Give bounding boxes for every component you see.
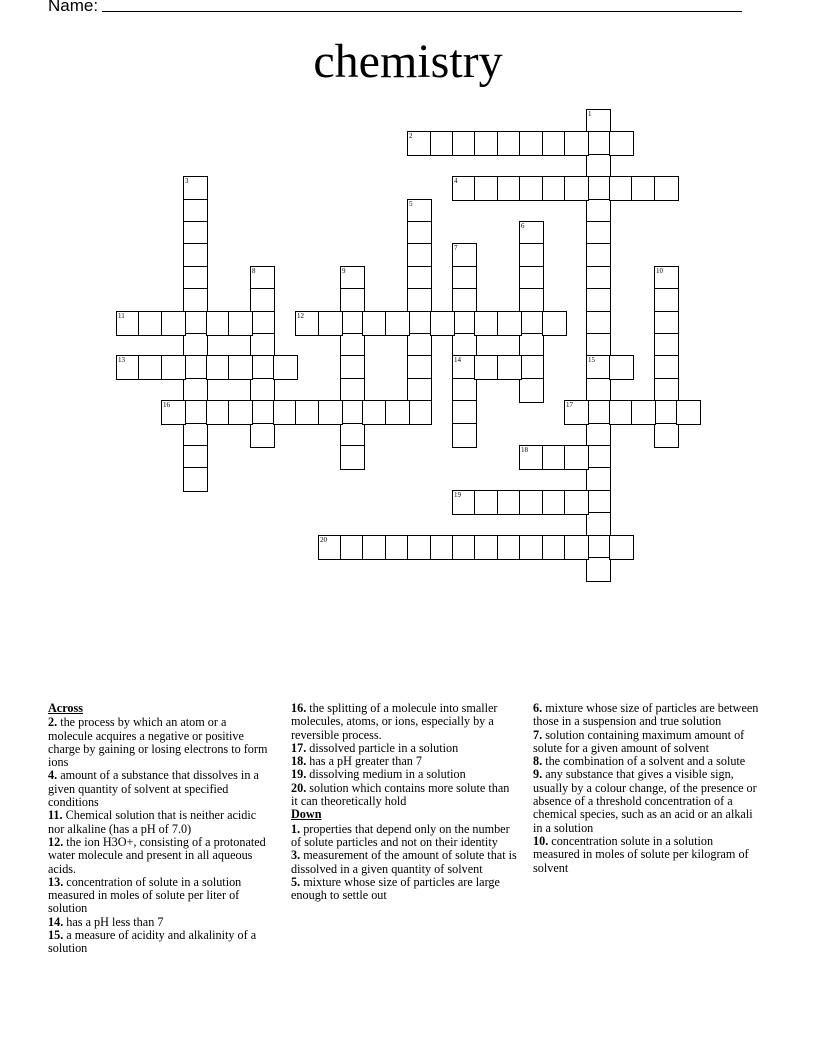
clue-item xyxy=(48,876,274,916)
crossword-cell[interactable] xyxy=(407,243,432,268)
name-label: Name: xyxy=(48,0,99,15)
crossword-cell[interactable] xyxy=(654,176,679,201)
crossword-cell[interactable] xyxy=(183,176,208,201)
crossword-cell[interactable] xyxy=(362,535,387,560)
crossword-cell[interactable] xyxy=(228,311,253,336)
crossword-cell[interactable] xyxy=(407,535,432,560)
cell-number: 18 xyxy=(521,446,528,454)
cell-number: 20 xyxy=(320,536,327,544)
clue-item xyxy=(291,823,517,850)
clue-text: mixture whose size of particles are between those in a suspension and true solution xyxy=(533,701,759,729)
crossword-cell[interactable] xyxy=(586,467,611,492)
crossword-cell[interactable] xyxy=(519,490,544,515)
cell-number: 7 xyxy=(454,244,458,252)
crossword-cell[interactable] xyxy=(474,311,499,336)
crossword-cell[interactable] xyxy=(385,311,410,336)
crossword-cell[interactable] xyxy=(407,400,432,425)
clue-item xyxy=(291,849,517,876)
clue-number: 2. xyxy=(48,715,58,730)
crossword-cell[interactable] xyxy=(654,423,679,448)
crossword-cell[interactable] xyxy=(519,288,544,313)
crossword-cell[interactable] xyxy=(586,176,611,201)
clue-text: the combination of a solvent and a solute xyxy=(542,754,746,769)
clue-item xyxy=(533,768,759,834)
clue-number: 5. xyxy=(291,874,301,889)
crossword-cell[interactable] xyxy=(362,311,387,336)
clue-item xyxy=(533,729,759,756)
crossword-cell[interactable] xyxy=(564,445,589,470)
crossword-cell[interactable] xyxy=(586,355,611,380)
clue-number: 12. xyxy=(48,834,64,849)
crossword-cell[interactable] xyxy=(318,311,343,336)
clue-number: 14. xyxy=(48,914,64,929)
cell-number: 8 xyxy=(252,267,256,275)
clue-text: the ion H3O+, consisting of a protonated water molecule and present in all aqueous acids. xyxy=(48,834,266,876)
crossword-cell[interactable] xyxy=(631,400,656,425)
crossword-cell[interactable] xyxy=(474,131,499,156)
clue-item xyxy=(48,836,274,876)
cell-number: 5 xyxy=(409,200,413,208)
clue-text: the splitting of a molecule into smaller molecules, atoms, or ions, especially by a reversible process. xyxy=(291,701,498,742)
cell-number: 4 xyxy=(454,177,458,185)
clue-text: solution containing maximum amount of solute for a given amount of solvent xyxy=(533,727,745,755)
crossword-cell[interactable] xyxy=(250,355,275,380)
crossword-cell[interactable] xyxy=(519,355,544,380)
clue-number: 19. xyxy=(291,767,307,782)
clue-text: mixture whose size of particles are large enough to settle out xyxy=(291,874,500,903)
clue-text: amount of a substance that dissolves in a given quantity of solvent at specified conditions xyxy=(48,768,259,810)
clues-column-3 xyxy=(533,702,759,875)
crossword-cell[interactable] xyxy=(452,400,477,425)
crossword-cell[interactable] xyxy=(474,535,499,560)
clue-item xyxy=(291,702,517,742)
crossword-cell[interactable] xyxy=(542,311,567,336)
down-heading: Down xyxy=(291,807,322,822)
clue-item xyxy=(291,782,517,809)
crossword-cell[interactable] xyxy=(564,535,589,560)
crossword-cell[interactable] xyxy=(340,288,365,313)
crossword-cell[interactable] xyxy=(474,490,499,515)
crossword-cell[interactable] xyxy=(586,243,611,268)
clue-text: solution which contains more solute than it can theoretically hold xyxy=(291,780,510,809)
crossword-cell[interactable] xyxy=(519,176,544,201)
cell-number: 11 xyxy=(118,312,125,320)
crossword-cell[interactable] xyxy=(519,445,544,470)
clue-number: 20. xyxy=(291,780,307,795)
clue-item xyxy=(291,742,517,755)
crossword-cell[interactable] xyxy=(138,355,163,380)
clue-item xyxy=(48,769,274,809)
crossword-cell[interactable] xyxy=(385,400,410,425)
crossword-cell[interactable] xyxy=(407,131,432,156)
crossword-cell[interactable] xyxy=(161,400,186,425)
cell-number: 2 xyxy=(409,132,413,140)
crossword-cell[interactable] xyxy=(631,176,656,201)
cell-number: 14 xyxy=(454,356,461,364)
clue-text: dissolved particle in a solution xyxy=(306,740,459,755)
crossword-cell[interactable] xyxy=(586,557,611,582)
cell-number: 12 xyxy=(297,312,304,320)
down-clues-part-1 xyxy=(291,823,517,903)
crossword-cell[interactable] xyxy=(586,131,611,156)
crossword-cell[interactable] xyxy=(228,355,253,380)
crossword-cell[interactable] xyxy=(407,288,432,313)
crossword-cell[interactable] xyxy=(452,288,477,313)
crossword-cell[interactable] xyxy=(183,288,208,313)
clue-number: 1. xyxy=(291,821,301,836)
clue-item xyxy=(533,702,759,729)
cell-number: 10 xyxy=(656,267,663,275)
crossword-cell[interactable] xyxy=(295,311,320,336)
crossword-cell[interactable] xyxy=(250,400,275,425)
crossword-cell[interactable] xyxy=(452,243,477,268)
cell-number: 13 xyxy=(118,356,125,364)
clue-number: 6. xyxy=(533,701,543,715)
clue-item xyxy=(291,768,517,781)
clues-column-1 xyxy=(48,702,274,956)
crossword-cell[interactable] xyxy=(564,176,589,201)
cell-number: 19 xyxy=(454,491,461,499)
cell-number: 6 xyxy=(521,222,525,230)
crossword-cell[interactable] xyxy=(183,467,208,492)
crossword-cell[interactable] xyxy=(586,288,611,313)
clue-item xyxy=(48,929,274,956)
crossword-cell[interactable] xyxy=(519,131,544,156)
down-clues-part-2 xyxy=(533,702,759,875)
crossword-cell[interactable] xyxy=(407,355,432,380)
crossword-cell[interactable] xyxy=(586,512,611,537)
across-clues-part-2 xyxy=(291,702,517,808)
crossword-cell[interactable] xyxy=(183,243,208,268)
clue-number: 7. xyxy=(533,727,543,742)
clue-number: 3. xyxy=(291,848,301,863)
clue-text: has a pH greater than 7 xyxy=(306,754,422,769)
crossword-cell[interactable] xyxy=(497,311,522,336)
clue-number: 18. xyxy=(291,754,307,769)
clue-number: 13. xyxy=(48,874,64,889)
crossword-cell[interactable] xyxy=(564,400,589,425)
clue-text: has a pH less than 7 xyxy=(63,914,164,929)
crossword-cell[interactable] xyxy=(609,131,634,156)
crossword-cell[interactable] xyxy=(430,311,455,336)
crossword-cell[interactable] xyxy=(452,423,477,448)
crossword-cell[interactable] xyxy=(586,400,611,425)
clue-text: the process by which an atom or a molecule acquires a negative or positive charge by gaining or losing electrons to form ions xyxy=(48,715,268,770)
clue-text: a measure of acidity and alkalinity of a solution xyxy=(48,928,257,956)
crossword-cell[interactable] xyxy=(273,355,298,380)
clue-item xyxy=(48,809,274,836)
across-clues-part-1 xyxy=(48,716,274,955)
clue-number: 17. xyxy=(291,740,307,755)
crossword-cell[interactable] xyxy=(340,445,365,470)
clue-number: 16. xyxy=(291,701,307,715)
crossword-cell[interactable] xyxy=(564,490,589,515)
crossword-cell[interactable] xyxy=(340,355,365,380)
cell-number: 16 xyxy=(163,401,170,409)
crossword-cell[interactable] xyxy=(497,355,522,380)
cell-number: 17 xyxy=(566,401,573,409)
clue-item xyxy=(291,876,517,903)
crossword-cell[interactable] xyxy=(609,355,634,380)
page-title: chemistry xyxy=(313,35,503,88)
clue-item xyxy=(533,835,759,875)
crossword-cell[interactable] xyxy=(250,288,275,313)
clue-item xyxy=(533,755,759,768)
clue-text: concentration solute in a solution measured in moles of solute per kilogram of solvent xyxy=(533,833,749,875)
crossword-cell[interactable] xyxy=(183,355,208,380)
cell-number: 15 xyxy=(588,356,595,364)
crossword-cell[interactable] xyxy=(654,288,679,313)
clue-number: 11. xyxy=(48,808,63,823)
clue-number: 4. xyxy=(48,768,58,783)
cell-number: 3 xyxy=(185,177,189,185)
clue-text: properties that depend only on the number of solute particles and not on their identity xyxy=(291,821,510,849)
clue-number: 10. xyxy=(533,833,549,848)
crossword-cell[interactable] xyxy=(519,378,544,403)
clue-item xyxy=(48,916,274,929)
crossword-cell[interactable] xyxy=(161,355,186,380)
crossword-cell[interactable] xyxy=(676,400,701,425)
crossword-cell[interactable] xyxy=(519,535,544,560)
cell-number: 9 xyxy=(342,267,346,275)
crossword-cell[interactable] xyxy=(318,400,343,425)
clue-text: measurement of the amount of solute that is dissolved in a given quantity of solvent xyxy=(291,848,517,876)
crossword-cell[interactable] xyxy=(609,535,634,560)
clue-text: any substance that gives a visible sign, usually by a colour change, of the presence or absence of a threshold concentration of a chemical species, such as an acid or an alkali in a solution xyxy=(533,767,757,835)
clue-text: concentration of solute in a solution measured in moles of solute per liter of solution xyxy=(48,874,242,916)
crossword-cell[interactable] xyxy=(362,400,387,425)
crossword-cell[interactable] xyxy=(228,400,253,425)
crossword-cell[interactable] xyxy=(474,176,499,201)
clues-column-2 xyxy=(291,702,517,902)
clue-item xyxy=(291,755,517,768)
crossword-cell[interactable] xyxy=(183,400,208,425)
crossword-cell[interactable] xyxy=(474,355,499,380)
crossword-cell[interactable] xyxy=(654,355,679,380)
crossword-cell[interactable] xyxy=(161,311,186,336)
crossword-cell[interactable] xyxy=(138,311,163,336)
crossword-cell[interactable] xyxy=(564,131,589,156)
clue-text: dissolving medium in a solution xyxy=(306,767,466,782)
crossword-cell[interactable] xyxy=(519,243,544,268)
clue-number: 8. xyxy=(533,754,543,769)
clue-number: 9. xyxy=(533,767,543,782)
clue-text: Chemical solution that is neither acidic nor alkaline (has a pH of 7.0) xyxy=(48,808,257,836)
cell-number: 1 xyxy=(588,110,592,118)
clue-item xyxy=(48,716,274,769)
crossword-cell[interactable] xyxy=(295,400,320,425)
across-heading: Across xyxy=(48,701,83,715)
crossword-cell[interactable] xyxy=(250,423,275,448)
clue-number: 15. xyxy=(48,928,64,943)
